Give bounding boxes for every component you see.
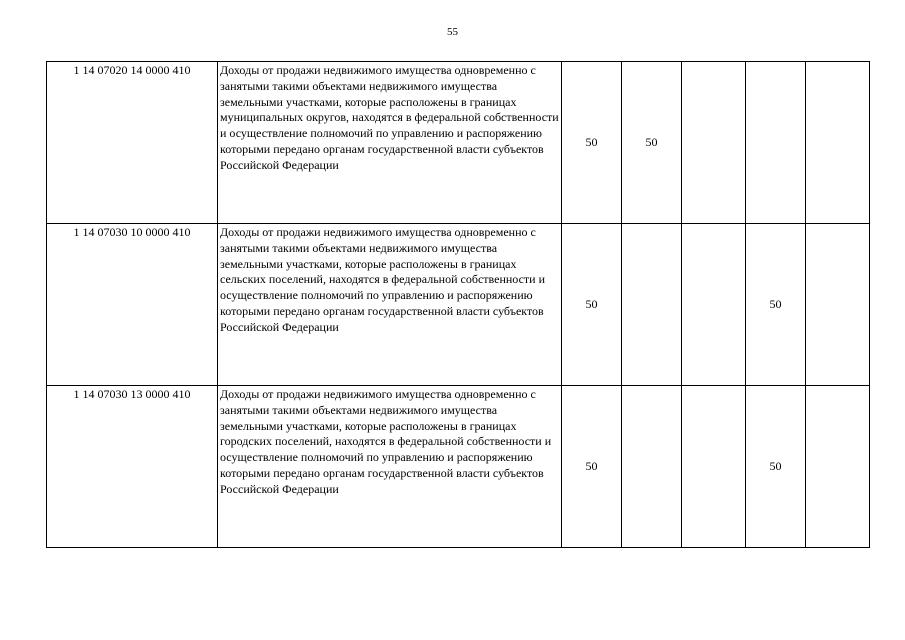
revenue-code: 1 14 07030 10 0000 410 — [47, 224, 218, 386]
value-cell-4 — [746, 62, 806, 224]
value-cell-5 — [806, 386, 870, 548]
page-number: 55 — [447, 26, 458, 38]
value-cell-5 — [806, 62, 870, 224]
table-row — [47, 224, 870, 386]
budget-revenue-table — [46, 61, 870, 548]
value-cell-3 — [682, 224, 746, 386]
value-cell-1: 50 — [562, 386, 622, 548]
value-cell-4: 50 — [746, 224, 806, 386]
revenue-code: 1 14 07020 14 0000 410 — [47, 62, 218, 224]
value-cell-1: 50 — [562, 62, 622, 224]
value-cell-3 — [682, 386, 746, 548]
value-cell-2 — [622, 386, 682, 548]
value-cell-5 — [806, 224, 870, 386]
revenue-description: Доходы от продажи недвижимого имущества одновременно с занятыми такими объектами недвижимого имущества земельными участками, которые расположены в границах муниципальных округов, находятся в федеральной собственности и осуществление полномочий по управлению и распоряжению которыми передано органам государственной власти субъектов Российской Федерации — [218, 62, 562, 224]
value-cell-2 — [622, 224, 682, 386]
table-row — [47, 386, 870, 548]
value-cell-4: 50 — [746, 386, 806, 548]
value-cell-1: 50 — [562, 224, 622, 386]
value-cell-2: 50 — [622, 62, 682, 224]
revenue-description: Доходы от продажи недвижимого имущества одновременно с занятыми такими объектами недвижимого имущества земельными участками, которые расположены в границах сельских поселений, находятся в федеральной собственности и осуществление полномочий по управлению и распоряжению которыми передано органам государственной власти субъектов Российской Федерации — [218, 224, 562, 386]
table-row — [47, 62, 870, 224]
revenue-description: Доходы от продажи недвижимого имущества одновременно с занятыми такими объектами недвижимого имущества земельными участками, которые расположены в границах городских поселений, находятся в федеральной собственности и осуществление полномочий по управлению и распоряжению которыми передано органам государственной власти субъектов Российской Федерации — [218, 386, 562, 548]
revenue-code: 1 14 07030 13 0000 410 — [47, 386, 218, 548]
value-cell-3 — [682, 62, 746, 224]
